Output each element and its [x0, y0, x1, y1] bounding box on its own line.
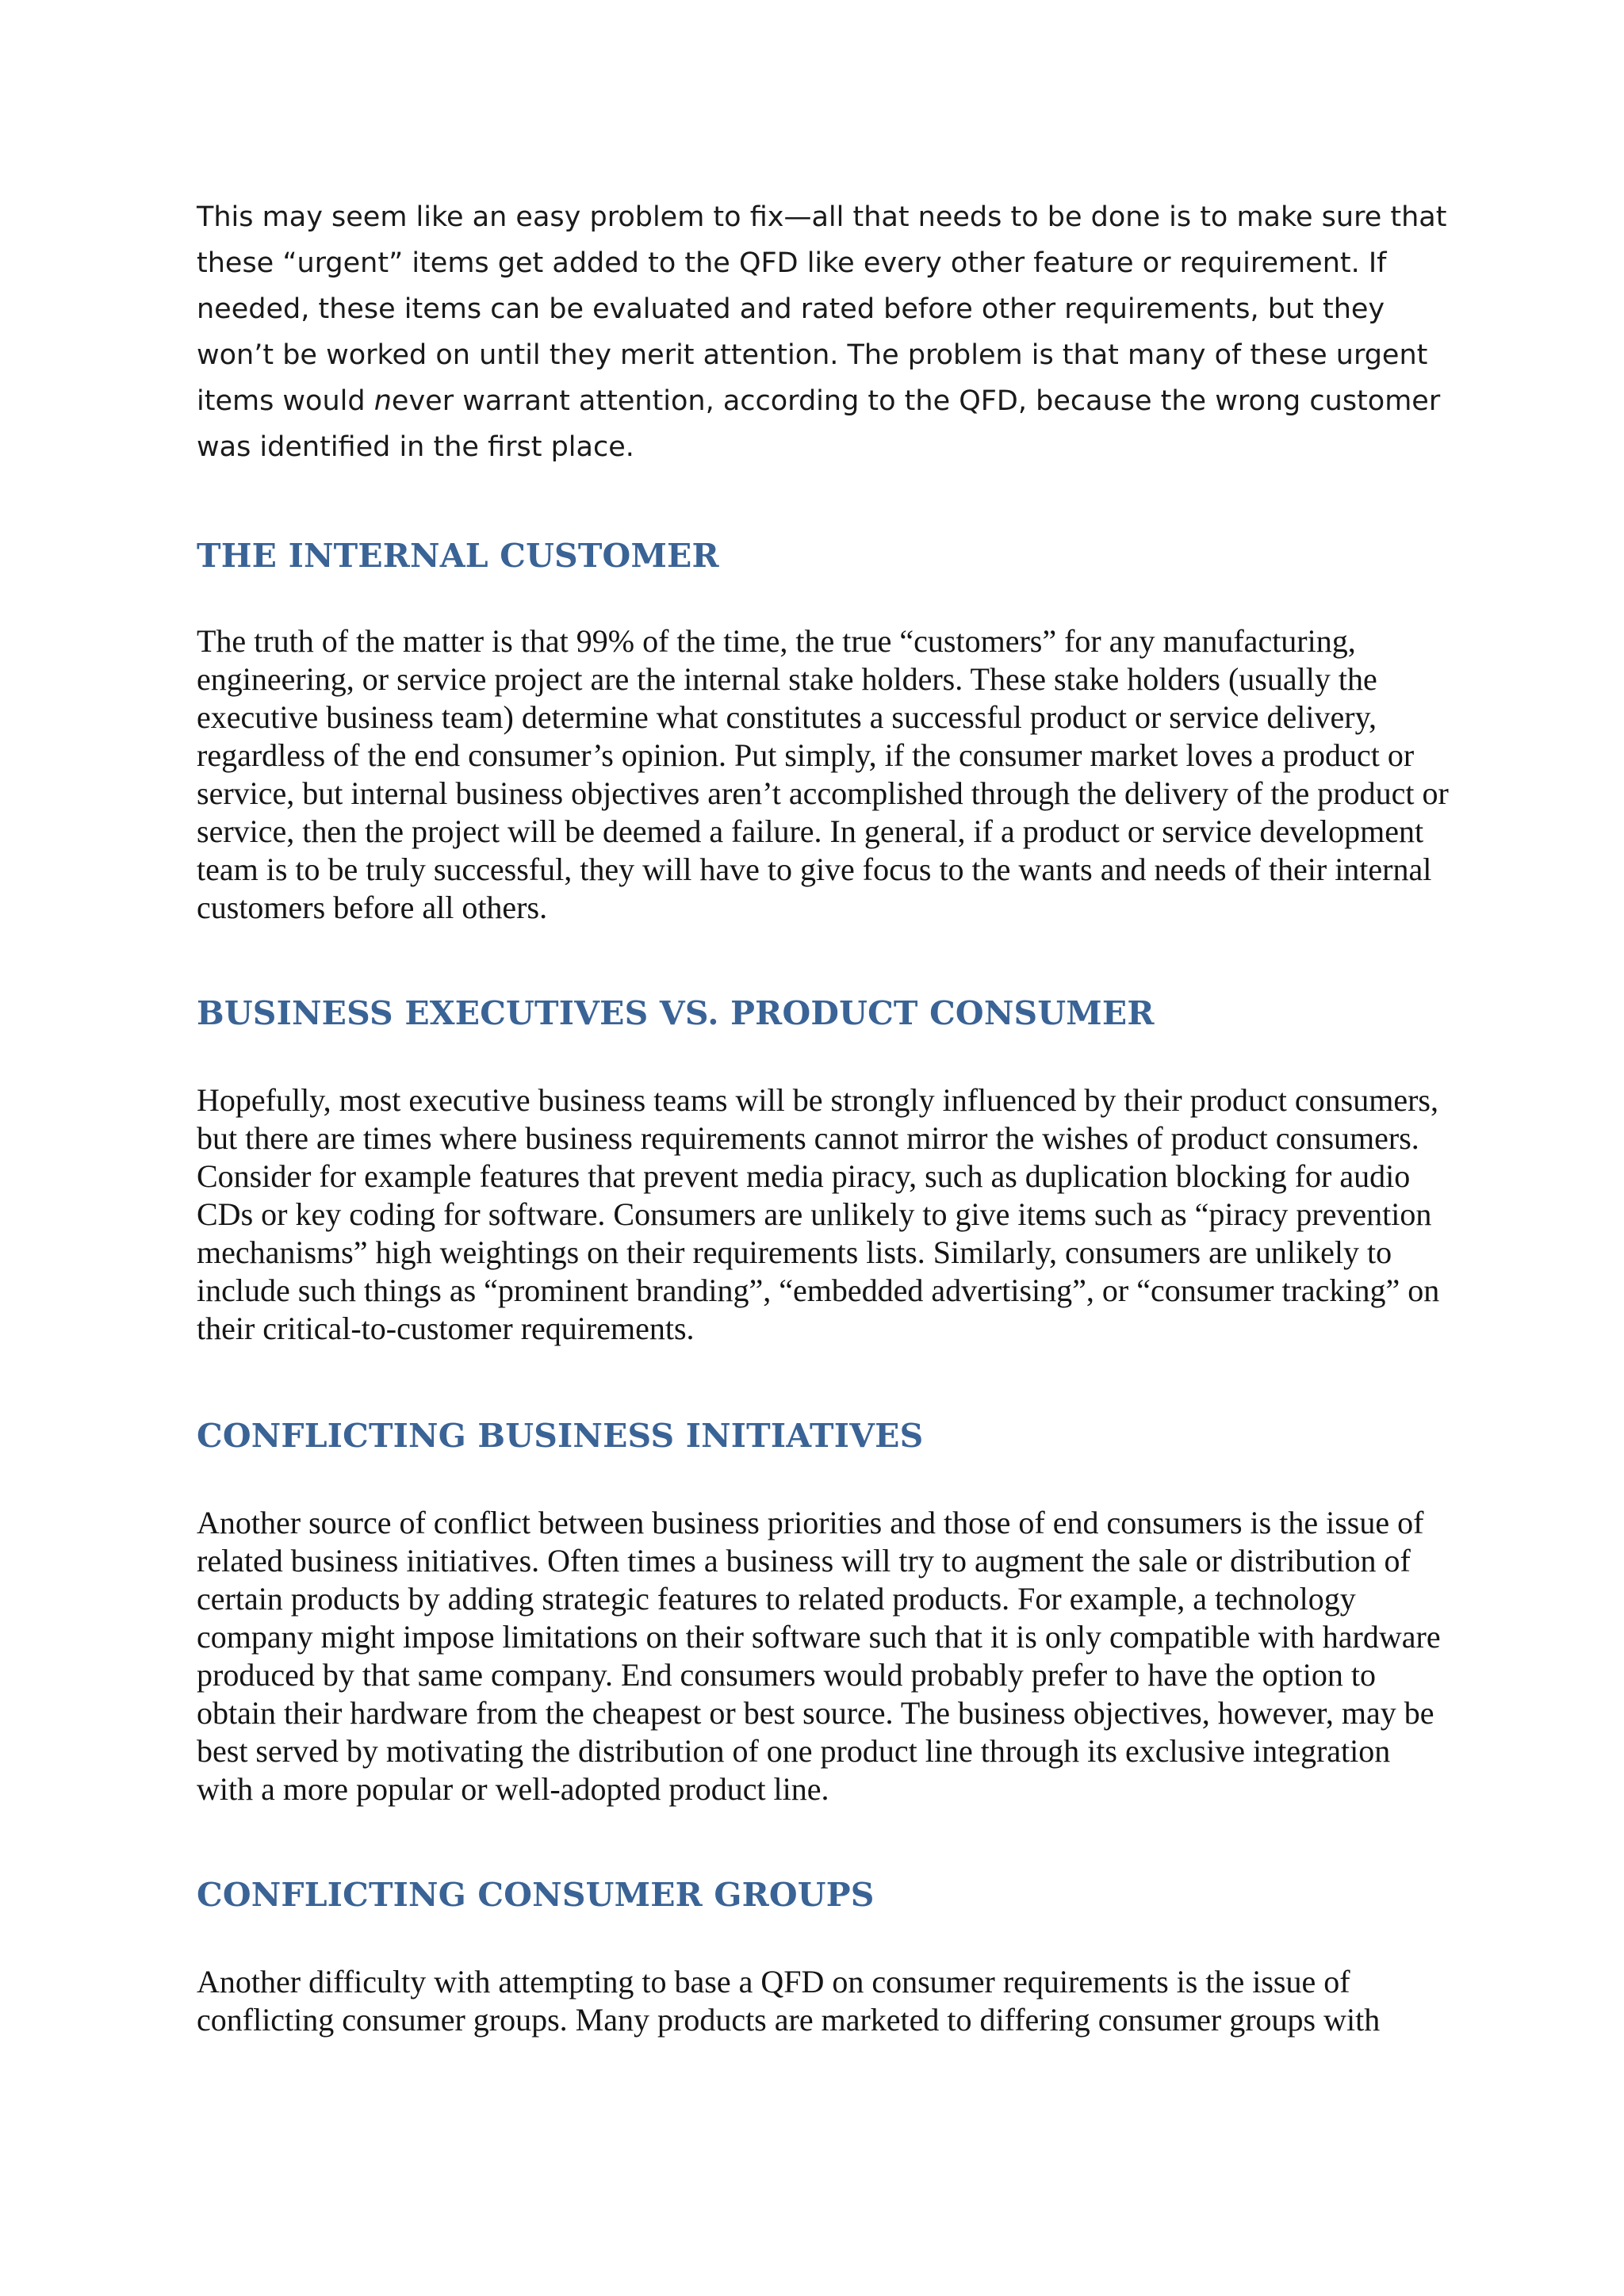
section-heading-business-executives: BUSINESS EXECUTIVES VS. PRODUCT CONSUMER: [197, 994, 1155, 1032]
section-heading-internal-customer: THE INTERNAL CUSTOMER: [197, 537, 719, 575]
section-heading-conflicting-business: CONFLICTING BUSINESS INITIATIVES: [197, 1417, 924, 1455]
intro-text-part1: This may seem like an easy problem to fix—all that needs to be done is to make sure that these “urgent” items get added to the QFD like every other feature or requirement. If needed, these items can be evaluated and rated before other requirements, but they won’t be worked on until they merit attention. The problem is that many of these urgent items would: [197, 201, 1447, 417]
page-content: [197, 194, 1450, 2039]
intro-emphasis: n: [373, 385, 392, 417]
section-body-conflicting-business: Another source of conflict between business priorities and those of end consumers is the issue of related business initiatives. Often times a business will try to augment the sale or distribution of certain products by adding strategic features to related products. For example, a technology company might impose limitations on their software such that it is only compatible with hardware produced by that same company. End consumers would probably prefer to have the option to obtain their hardware from the cheapest or best source. The business objectives, however, may be best served by motivating the distribution of one product line through its exclusive integration with a more popular or well-adopted product line.: [197, 1505, 1441, 1807]
intro-paragraph: [197, 194, 1450, 470]
section-body-internal-customer: The truth of the matter is that 99% of the time, the true “customers” for any manufacturing, engineering, or service project are the internal stake holders. These stake holders (usually the executive business team) determine what constitutes a successful product or service delivery, regardless of the end consumer’s opinion. Put simply, if the consumer market loves a product or service, but internal business objectives aren’t accomplished through the delivery of the product or service, then the project will be deemed a failure. In general, if a product or service development team is to be truly successful, they will have to give focus to the wants and needs of their internal customers before all others.: [197, 623, 1449, 925]
intro-text-part2: ever warrant attention, according to the QFD, because the wrong customer was identified in the first place.: [197, 385, 1441, 463]
section-heading-conflicting-consumer: CONFLICTING CONSUMER GROUPS: [197, 1876, 875, 1914]
section-body-conflicting-consumer: Another difficulty with attempting to base a QFD on consumer requirements is the issue of conflicting consumer groups. Many products are marketed to differing consumer groups with: [197, 1964, 1381, 2038]
section-body-business-executives: Hopefully, most executive business teams will be strongly influenced by their product consumers, but there are times where business requirements cannot mirror the wishes of product consumers. Consider for example features that prevent media piracy, such as duplication blocking for audio CDs or key coding for software. Consumers are unlikely to give items such as “piracy prevention mechanisms” high weightings on their requirements lists. Similarly, consumers are unlikely to include such things as “prominent branding”, “embedded advertising”, or “consumer tracking” on their critical-to-customer requirements.: [197, 1082, 1440, 1346]
